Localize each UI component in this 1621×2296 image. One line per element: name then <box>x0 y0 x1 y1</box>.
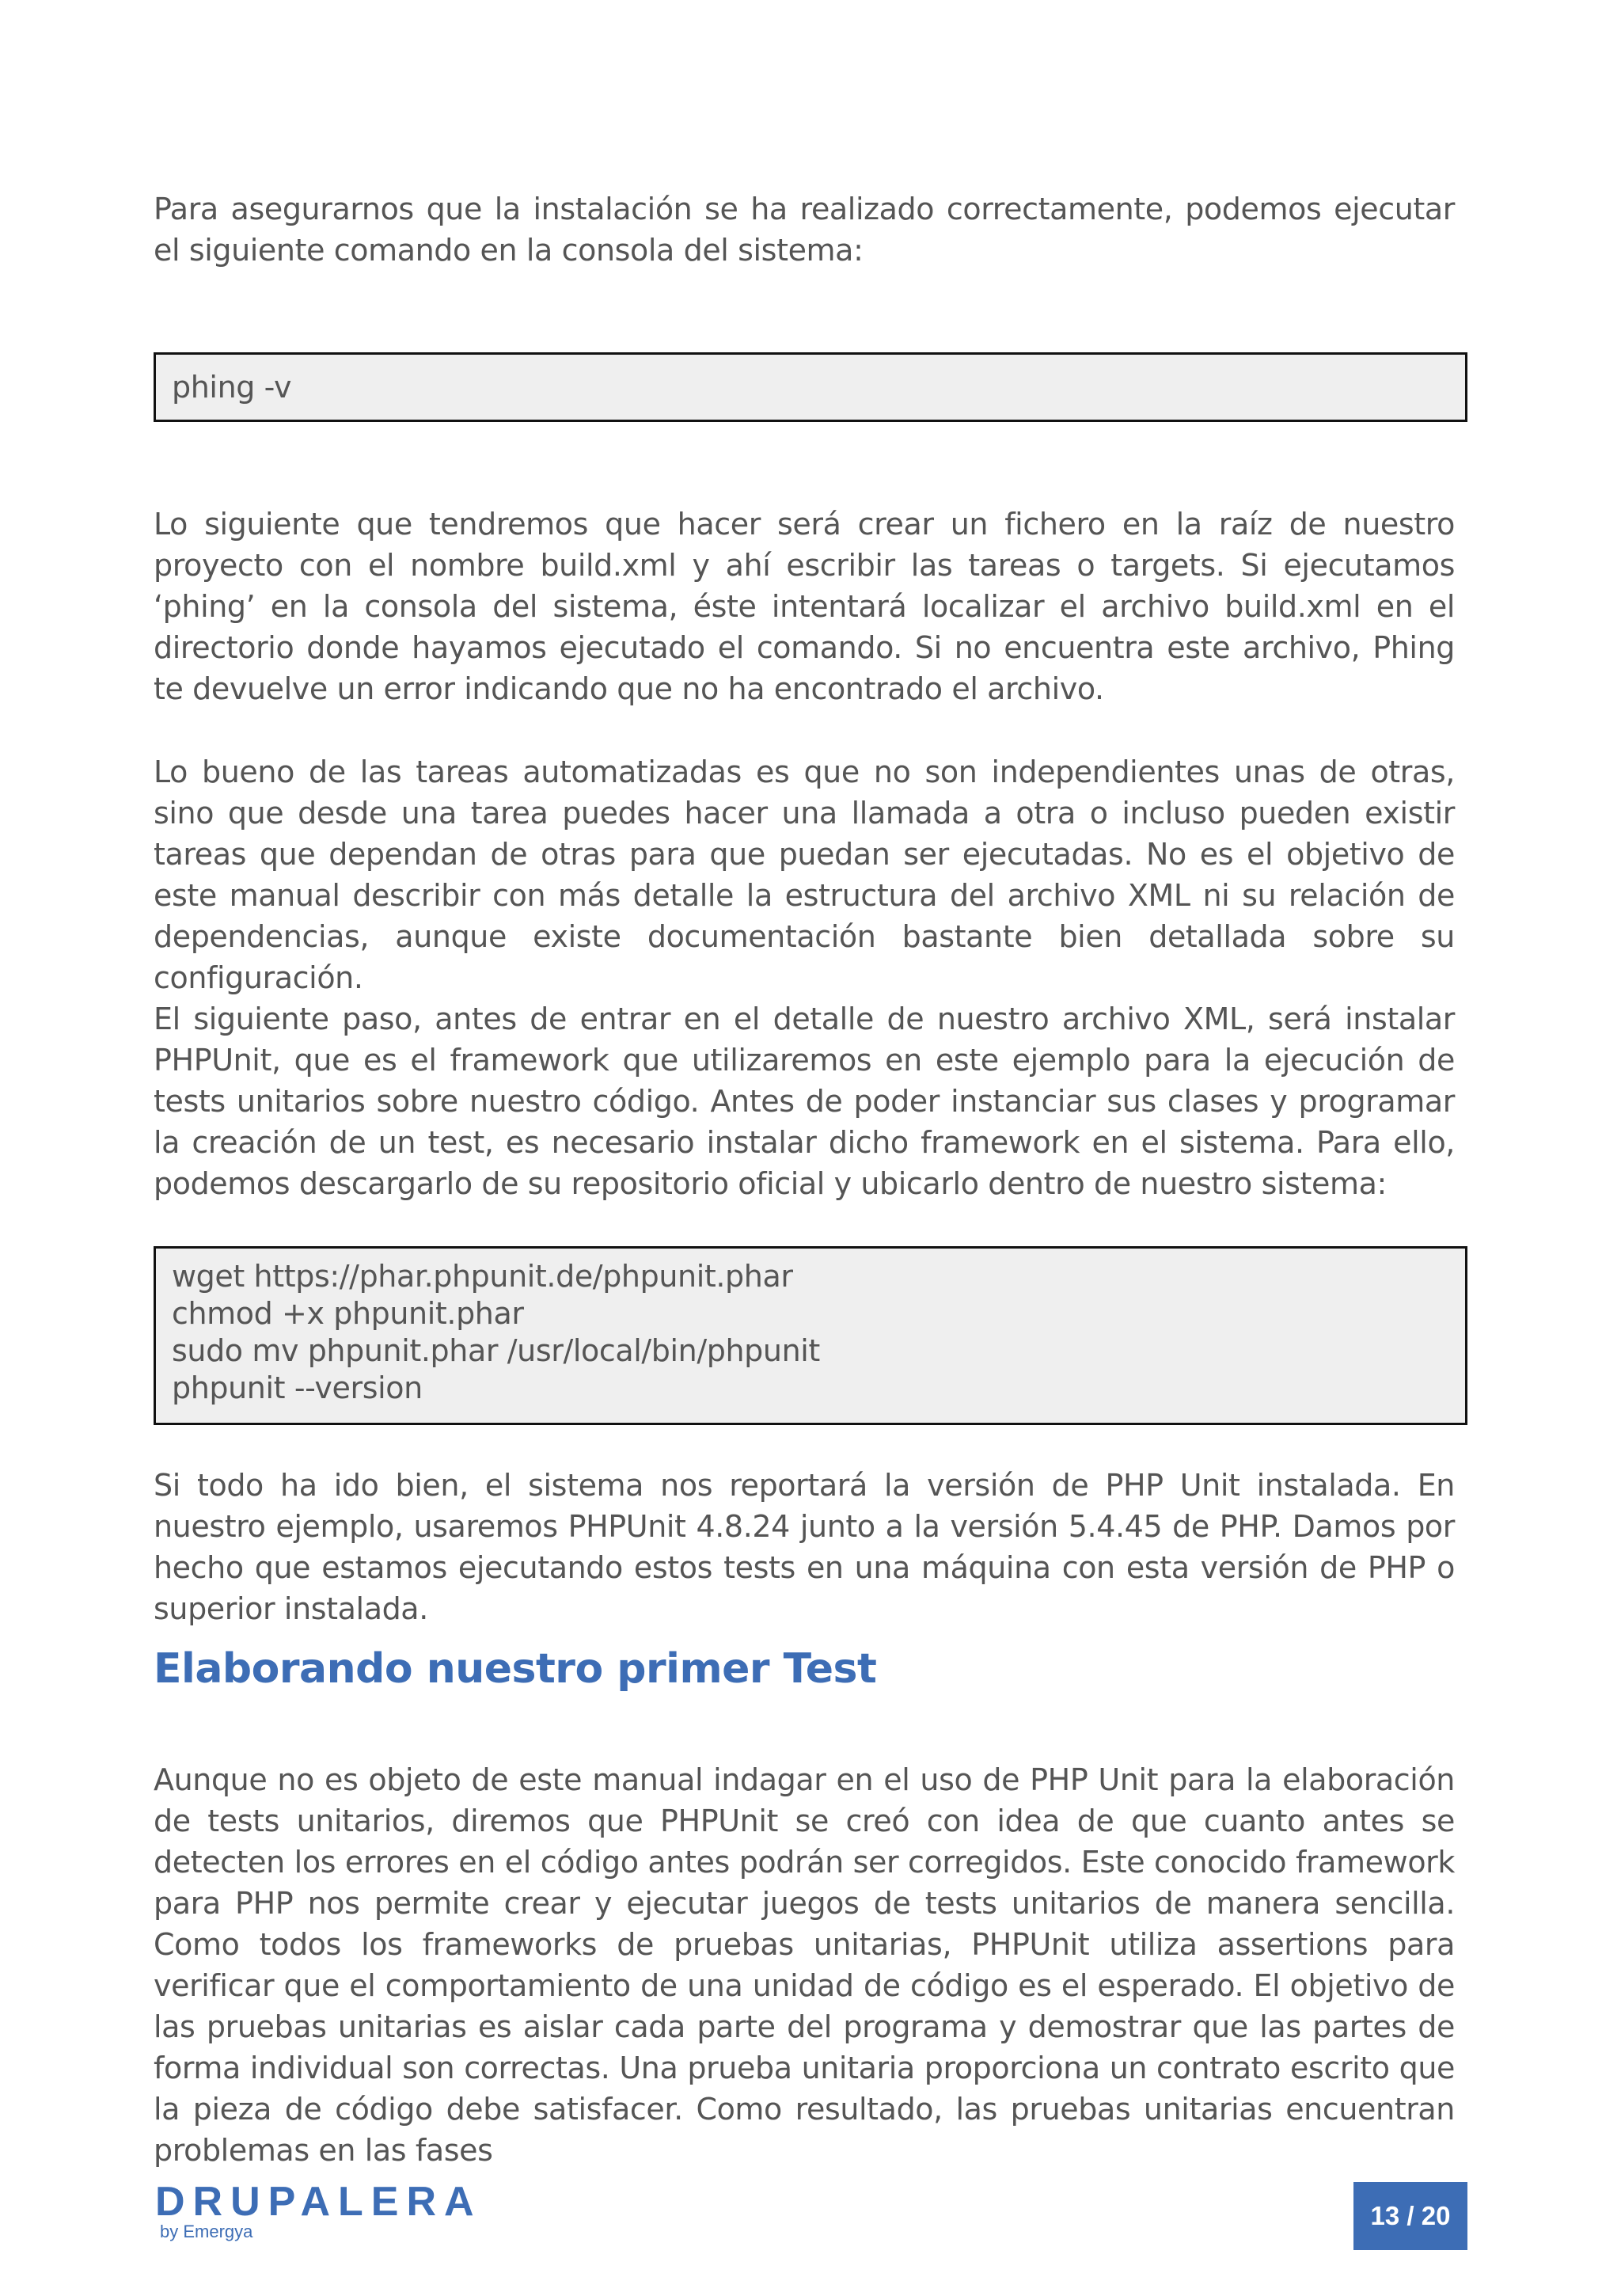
code-block-phpunit-install <box>154 1246 1467 1425</box>
paragraph-install-phpunit: El siguiente paso, antes de entrar en el detalle de nuestro archivo XML, será instalar PHPUnit, que es el framework que utilizaremos en este ejemplo para la ejecución de tests unitarios sobre nuestro código. Antes de poder instanciar sus clases y programar la creación de un test, es necesario instalar dicho framework en el sistema. Para ello, podemos descargarlo de su repositorio oficial y ubicarlo dentro de nuestro sistema: <box>154 1002 1455 1201</box>
paragraph-build-xml: Lo siguiente que tendremos que hacer será crear un fichero en la raíz de nuestro proyecto con el nombre build.xml y ahí escribir las tareas o targets. Si ejecutamos ‘phing’ en la consola del sistema, éste intentará localizar el archivo build.xml en el directorio donde hayamos ejecutado el comando. Si no encuentra este archivo, Phing te devuelve un error indicando que no ha encontrado el archivo. <box>154 507 1455 706</box>
drupalera-logo <box>155 2179 482 2245</box>
page-number-badge: 13 / 20 <box>1353 2182 1467 2250</box>
paragraph-automated-tasks: Lo bueno de las tareas automatizadas es que no son independientes unas de otras, sino que desde una tarea puedes hacer una llamada a otra o incluso pueden existir tareas que dependan de otras para que puedan ser ejecutadas. No es el objetivo de este manual describir con más detalle la estructura del archivo XML ni su relación de dependencias, aunque existe documentación bastante bien detallada sobre su configuración. <box>154 755 1455 995</box>
paragraph-version-check: Si todo ha ido bien, el sistema nos reportará la versión de PHP Unit instalada. En nuestro ejemplo, usaremos PHPUnit 4.8.24 junto a la versión 5.4.45 de PHP. Damos por hecho que estamos ejecutando estos tests en una máquina con esta versión de PHP o superior instalada. <box>154 1468 1455 1626</box>
code-line: chmod +x phpunit.phar <box>172 1296 524 1331</box>
code-line: phpunit --version <box>172 1370 423 1405</box>
svg-text:by Emergya: by Emergya <box>160 2222 253 2241</box>
code-line: wget https://phar.phpunit.de/phpunit.phar <box>172 1259 793 1294</box>
code-line: sudo mv phpunit.phar /usr/local/bin/phpunit <box>172 1333 820 1368</box>
paragraph-verify-install: Para asegurarnos que la instalación se ha realizado correctamente, podemos ejecutar el siguiente comando en la consola del sistema: <box>154 192 1455 268</box>
section-heading: Elaborando nuestro primer Test <box>154 1645 877 1693</box>
paragraph-phpunit-intro: Aunque no es objeto de este manual indagar en el uso de PHP Unit para la elaboración de tests unitarios, diremos que PHPUnit se creó con idea de que cuanto antes se detecten los errores en el código antes podrán ser corregidos. Este conocido framework para PHP nos permite crear y ejecutar juegos de tests unitarios de manera sencilla. Como todos los frameworks de pruebas unitarias, PHPUnit utiliza assertions para verificar que el comportamiento de una unidad de código es el esperado. El objetivo de las pruebas unitarias es aislar cada parte del programa y demostrar que las partes de forma individual son correctas. Una prueba unitaria proporciona un contrato escrito que la pieza de código debe satisfacer. Como resultado, las pruebas unitarias encuentran problemas en las fases <box>154 1762 1455 2168</box>
code-block-phing <box>154 352 1467 422</box>
code-line: phing -v <box>172 370 292 405</box>
svg-text:DRUPALERA: DRUPALERA <box>155 2179 482 2225</box>
